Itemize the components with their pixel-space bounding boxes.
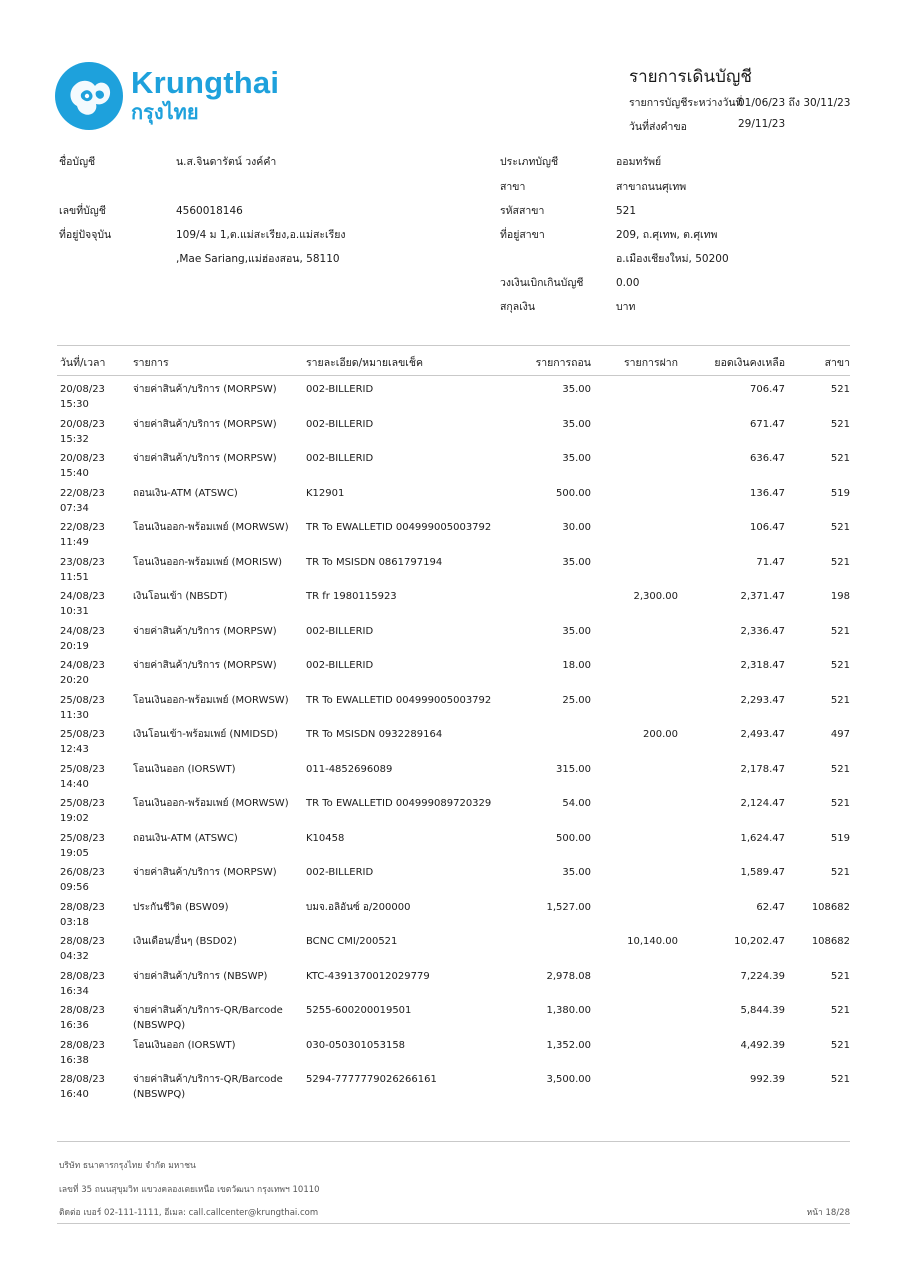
row-time-value: 15:32 xyxy=(60,433,89,445)
row-detail: TR fr 1980115923 xyxy=(306,591,397,602)
row-description: เงินเดือน/อื่นๆ (BSD02) xyxy=(133,936,237,947)
row-date-value: 24/08/23 xyxy=(60,660,105,671)
row-detail: TR To EWALLETID 004999089720329 xyxy=(306,798,492,809)
row-date xyxy=(60,796,130,826)
row-date xyxy=(60,658,130,688)
row-description: จ่ายค่าสินค้า/บริการ (MORPSW) xyxy=(133,660,277,671)
branch-label: สาขา xyxy=(500,181,526,193)
row-withdrawal: 1,527.00 xyxy=(546,901,591,913)
header-detail: รายละเอียด/หมายเลขเช็ค xyxy=(306,357,423,369)
row-branch: 521 xyxy=(830,970,850,982)
row-detail: 5255-600200019501 xyxy=(306,1005,412,1016)
footer-divider-bottom xyxy=(57,1223,850,1224)
header-date: วันที่/เวลา xyxy=(60,357,106,369)
table-row xyxy=(57,796,850,831)
row-description: จ่ายค่าสินค้า/บริการ (NBSWP) xyxy=(133,970,268,982)
request-date-label: วันที่ส่งคำขอ xyxy=(629,121,687,133)
row-detail: TR To EWALLETID 004999005003792 xyxy=(306,694,492,706)
row-date xyxy=(60,727,130,757)
row-description: โอนเงินออก-พร้อมเพย์ (MORWSW) xyxy=(133,694,289,706)
table-row xyxy=(57,417,850,452)
row-detail: 011-4852696089 xyxy=(306,763,393,775)
currency-label: สกุลเงิน xyxy=(500,301,536,313)
row-balance: 1,624.47 xyxy=(740,832,785,844)
table-row xyxy=(57,900,850,935)
table-row xyxy=(57,1003,850,1038)
header-branch: สาขา xyxy=(824,357,850,369)
row-withdrawal: 54.00 xyxy=(562,798,591,809)
table-row xyxy=(57,451,850,486)
row-branch: 497 xyxy=(830,729,850,740)
row-description: ประกันชีวิต (BSW09) xyxy=(133,901,229,913)
row-detail: บมจ.อลิอันซ์ อ/200000 xyxy=(306,901,411,913)
row-description: จ่ายค่าสินค้า/บริการ-QR/Barcode (NBSWPQ) xyxy=(133,1005,283,1031)
row-branch: 521 xyxy=(830,1005,850,1016)
row-withdrawal: 35.00 xyxy=(562,867,591,878)
row-date-value: 20/08/23 xyxy=(60,384,105,395)
row-detail: TR To MSISDN 0932289164 xyxy=(306,729,443,740)
account-name-value: น.ส.จินดารัตน์ วงค์คำ xyxy=(176,156,277,168)
row-time-value: 09:56 xyxy=(60,882,89,893)
row-balance: 7,224.39 xyxy=(740,970,785,982)
row-description: จ่ายค่าสินค้า/บริการ (MORPSW) xyxy=(133,384,277,395)
row-withdrawal: 35.00 xyxy=(562,384,591,395)
row-withdrawal: 500.00 xyxy=(556,487,591,499)
statement-title: รายการเดินบัญชี xyxy=(629,67,752,87)
row-date xyxy=(60,900,130,930)
row-withdrawal: 35.00 xyxy=(562,453,591,464)
table-row xyxy=(57,624,850,659)
row-date-value: 28/08/23 xyxy=(60,1039,105,1051)
row-detail: TR To MSISDN 0861797194 xyxy=(306,556,443,568)
row-balance: 136.47 xyxy=(750,487,785,499)
row-date-value: 20/08/23 xyxy=(60,453,105,464)
address-line2: ,Mae Sariang,แม่ฮ่องสอน, 58110 xyxy=(176,253,340,265)
row-date-value: 28/08/23 xyxy=(60,901,105,913)
row-withdrawal: 2,978.08 xyxy=(546,970,591,982)
footer-contact: ติดต่อ เบอร์ 02-111-1111, อีเมล: call.callcenter@krungthai.com xyxy=(59,1208,319,1218)
row-date xyxy=(60,451,130,481)
row-date xyxy=(60,1003,130,1033)
account-type-label: ประเภทบัญชี xyxy=(500,156,559,168)
table-row xyxy=(57,727,850,762)
row-time-value: 07:34 xyxy=(60,502,89,514)
row-detail: K10458 xyxy=(306,832,345,844)
row-description: จ่ายค่าสินค้า/บริการ-QR/Barcode (NBSWPQ) xyxy=(133,1074,283,1100)
row-branch: 521 xyxy=(830,522,850,533)
account-name-label: ชื่อบัญชี xyxy=(59,156,96,168)
row-time-value: 20:19 xyxy=(60,640,89,652)
row-detail: KTC-4391370012029779 xyxy=(306,970,430,982)
row-balance: 71.47 xyxy=(756,556,785,568)
row-branch: 521 xyxy=(830,867,850,878)
row-date-value: 26/08/23 xyxy=(60,867,105,878)
table-row xyxy=(57,831,850,866)
row-branch: 521 xyxy=(830,763,850,775)
table-row xyxy=(57,555,850,590)
row-description: จ่ายค่าสินค้า/บริการ (MORPSW) xyxy=(133,867,277,878)
account-type-value: ออมทรัพย์ xyxy=(616,156,662,168)
row-date xyxy=(60,417,130,447)
row-description: เงินโอนเข้า-พร้อมเพย์ (NMIDSD) xyxy=(133,729,279,740)
row-balance: 2,371.47 xyxy=(740,591,785,602)
row-branch: 521 xyxy=(830,798,850,809)
statement-period-value: 01/06/23 ถึง 30/11/23 xyxy=(738,97,851,109)
row-balance: 671.47 xyxy=(750,418,785,430)
row-date xyxy=(60,382,130,412)
row-time-value: 12:43 xyxy=(60,744,89,755)
brand-name-th: กรุงไทย xyxy=(131,100,199,124)
row-date-value: 24/08/23 xyxy=(60,625,105,637)
account-number-label: เลขที่บัญชี xyxy=(59,205,106,217)
overdraft-label: วงเงินเบิกเกินบัญชี xyxy=(500,277,584,289)
row-detail: 002-BILLERID xyxy=(306,867,374,878)
row-detail: 002-BILLERID xyxy=(306,453,374,464)
row-date-value: 25/08/23 xyxy=(60,763,105,775)
row-deposit: 200.00 xyxy=(643,729,678,740)
row-description: ถอนเงิน-ATM (ATSWC) xyxy=(133,487,238,499)
statement-period-label: รายการบัญชีระหว่างวันที่ xyxy=(629,97,743,109)
address-label: ที่อยู่ปัจจุบัน xyxy=(59,229,112,241)
row-date xyxy=(60,762,130,792)
row-balance: 2,178.47 xyxy=(740,763,785,775)
row-branch: 521 xyxy=(830,384,850,395)
row-description: เงินโอนเข้า (NBSDT) xyxy=(133,591,228,602)
currency-value: บาท xyxy=(616,301,636,313)
row-description: จ่ายค่าสินค้า/บริการ (MORPSW) xyxy=(133,418,277,430)
row-description: จ่ายค่าสินค้า/บริการ (MORPSW) xyxy=(133,625,277,637)
row-withdrawal: 315.00 xyxy=(556,763,591,775)
row-date xyxy=(60,555,130,585)
row-time-value: 11:51 xyxy=(60,571,89,583)
transactions-table-body xyxy=(57,382,850,1107)
row-detail: 002-BILLERID xyxy=(306,660,374,671)
table-row xyxy=(57,589,850,624)
row-withdrawal: 3,500.00 xyxy=(546,1074,591,1085)
row-time-value: 16:38 xyxy=(60,1054,89,1066)
row-date-value: 25/08/23 xyxy=(60,729,105,740)
page-number: หน้า 18/28 xyxy=(806,1208,850,1218)
row-time-value: 19:02 xyxy=(60,813,89,824)
table-row xyxy=(57,934,850,969)
table-row xyxy=(57,969,850,1004)
brand-name-en: Krungthai xyxy=(131,65,280,100)
row-balance: 636.47 xyxy=(750,453,785,464)
row-branch: 521 xyxy=(830,418,850,430)
footer-divider-top xyxy=(57,1141,850,1142)
table-row xyxy=(57,382,850,417)
row-detail: 002-BILLERID xyxy=(306,625,374,637)
row-balance: 2,124.47 xyxy=(740,798,785,809)
row-withdrawal: 35.00 xyxy=(562,556,591,568)
row-branch: 521 xyxy=(830,1074,850,1085)
row-branch: 198 xyxy=(830,591,850,602)
row-balance: 5,844.39 xyxy=(740,1005,785,1016)
row-date-value: 28/08/23 xyxy=(60,1074,105,1085)
row-detail: BCNC CMI/200521 xyxy=(306,936,398,947)
row-branch: 519 xyxy=(830,487,850,499)
row-description: จ่ายค่าสินค้า/บริการ (MORPSW) xyxy=(133,453,277,464)
row-withdrawal: 1,352.00 xyxy=(546,1039,591,1051)
row-branch: 108682 xyxy=(811,936,850,947)
row-time-value: 20:20 xyxy=(60,675,89,686)
row-date-value: 22/08/23 xyxy=(60,522,105,533)
row-detail: 030-050301053158 xyxy=(306,1039,406,1051)
branch-address-line1: 209, ถ.ศุเทพ, ต.ศุเทพ xyxy=(616,229,718,241)
row-branch: 521 xyxy=(830,453,850,464)
row-withdrawal: 1,380.00 xyxy=(546,1005,591,1016)
row-time-value: 04:32 xyxy=(60,951,89,962)
row-balance: 2,336.47 xyxy=(740,625,785,637)
branch-address-line2: อ.เมืองเชียงใหม่, 50200 xyxy=(616,253,729,265)
branch-code-label: รหัสสาขา xyxy=(500,205,545,217)
table-row xyxy=(57,520,850,555)
row-time-value: 14:40 xyxy=(60,778,89,790)
request-date-value: 29/11/23 xyxy=(738,118,786,130)
row-detail: 002-BILLERID xyxy=(306,384,374,395)
row-detail: K12901 xyxy=(306,487,345,499)
row-date-value: 25/08/23 xyxy=(60,694,105,706)
header-deposit: รายการฝาก xyxy=(624,357,678,369)
table-row xyxy=(57,658,850,693)
header-description: รายการ xyxy=(133,357,169,369)
row-date xyxy=(60,693,130,723)
row-time-value: 15:30 xyxy=(60,399,89,410)
row-branch: 521 xyxy=(830,660,850,671)
bank-logo xyxy=(55,62,295,132)
row-balance: 10,202.47 xyxy=(734,936,785,947)
row-branch: 108682 xyxy=(811,901,850,913)
branch-value: สาขาถนนศุเทพ xyxy=(616,181,687,193)
row-date xyxy=(60,1038,130,1068)
row-time-value: 11:30 xyxy=(60,709,89,721)
row-date-value: 23/08/23 xyxy=(60,556,105,568)
row-balance: 1,589.47 xyxy=(740,867,785,878)
row-date xyxy=(60,831,130,861)
overdraft-value: 0.00 xyxy=(616,277,640,289)
row-date xyxy=(60,520,130,550)
krungthai-logo-icon xyxy=(55,62,123,130)
header-balance: ยอดเงินคงเหลือ xyxy=(714,357,785,369)
branch-address-label: ที่อยู่สาขา xyxy=(500,229,545,241)
row-time-value: 16:40 xyxy=(60,1089,89,1100)
row-description: ถอนเงิน-ATM (ATSWC) xyxy=(133,832,238,844)
row-date-value: 24/08/23 xyxy=(60,591,105,602)
branch-code-value: 521 xyxy=(616,205,637,217)
row-date-value: 25/08/23 xyxy=(60,798,105,809)
account-number-value: 4560018146 xyxy=(176,205,243,217)
row-date xyxy=(60,969,130,999)
footer-address: เลขที่ 35 ถนนสุขุมวิท แขวงคลองเตยเหนือ เขตวัฒนา กรุงเทพฯ 10110 xyxy=(59,1185,320,1195)
row-balance: 62.47 xyxy=(756,901,785,913)
row-time-value: 10:31 xyxy=(60,606,89,617)
row-date-value: 20/08/23 xyxy=(60,418,105,430)
row-date xyxy=(60,624,130,654)
row-time-value: 19:05 xyxy=(60,847,89,859)
row-withdrawal: 35.00 xyxy=(562,625,591,637)
row-time-value: 16:36 xyxy=(60,1020,89,1031)
row-deposit: 2,300.00 xyxy=(633,591,678,602)
row-withdrawal: 35.00 xyxy=(562,418,591,430)
row-description: โอนเงินออก (IORSWT) xyxy=(133,1039,236,1051)
table-row xyxy=(57,865,850,900)
row-time-value: 15:40 xyxy=(60,468,89,479)
row-withdrawal: 500.00 xyxy=(556,832,591,844)
address-line1: 109/4 ม 1,ต.แม่สะเรียง,อ.แม่สะเรียง xyxy=(176,229,346,241)
row-balance: 992.39 xyxy=(750,1074,785,1085)
table-row xyxy=(57,486,850,521)
row-detail: 002-BILLERID xyxy=(306,418,374,430)
header-withdrawal: รายการถอน xyxy=(535,357,591,369)
row-date-value: 28/08/23 xyxy=(60,970,105,982)
table-row xyxy=(57,693,850,728)
row-detail: TR To EWALLETID 004999005003792 xyxy=(306,522,492,533)
row-branch: 519 xyxy=(830,832,850,844)
row-balance: 2,293.47 xyxy=(740,694,785,706)
row-balance: 2,493.47 xyxy=(740,729,785,740)
table-row xyxy=(57,1072,850,1107)
table-row xyxy=(57,762,850,797)
row-balance: 2,318.47 xyxy=(740,660,785,671)
row-description: โอนเงินออก (IORSWT) xyxy=(133,763,236,775)
row-date xyxy=(60,589,130,619)
row-withdrawal: 30.00 xyxy=(562,522,591,533)
row-date-value: 28/08/23 xyxy=(60,936,105,947)
row-description: โอนเงินออก-พร้อมเพย์ (MORWSW) xyxy=(133,798,289,809)
row-branch: 521 xyxy=(830,556,850,568)
row-balance: 106.47 xyxy=(750,522,785,533)
row-branch: 521 xyxy=(830,1039,850,1051)
row-date-value: 22/08/23 xyxy=(60,487,105,499)
row-withdrawal: 25.00 xyxy=(562,694,591,706)
row-date xyxy=(60,486,130,516)
row-time-value: 16:34 xyxy=(60,985,89,997)
footer-company: บริษัท ธนาคารกรุงไทย จำกัด มหาชน xyxy=(59,1161,196,1171)
row-balance: 4,492.39 xyxy=(740,1039,785,1051)
row-date-value: 25/08/23 xyxy=(60,832,105,844)
row-balance: 706.47 xyxy=(750,384,785,395)
row-description: โอนเงินออก-พร้อมเพย์ (MORISW) xyxy=(133,556,283,568)
row-date-value: 28/08/23 xyxy=(60,1005,105,1016)
row-time-value: 11:49 xyxy=(60,537,89,548)
row-date xyxy=(60,1072,130,1102)
row-branch: 521 xyxy=(830,694,850,706)
row-withdrawal: 18.00 xyxy=(562,660,591,671)
row-date xyxy=(60,934,130,964)
row-description: โอนเงินออก-พร้อมเพย์ (MORWSW) xyxy=(133,522,289,533)
row-detail: 5294-7777779026266161 xyxy=(306,1074,437,1085)
row-branch: 521 xyxy=(830,625,850,637)
row-time-value: 03:18 xyxy=(60,916,89,928)
transactions-table-header xyxy=(57,345,850,376)
table-row xyxy=(57,1038,850,1073)
row-date xyxy=(60,865,130,895)
row-deposit: 10,140.00 xyxy=(627,936,678,947)
